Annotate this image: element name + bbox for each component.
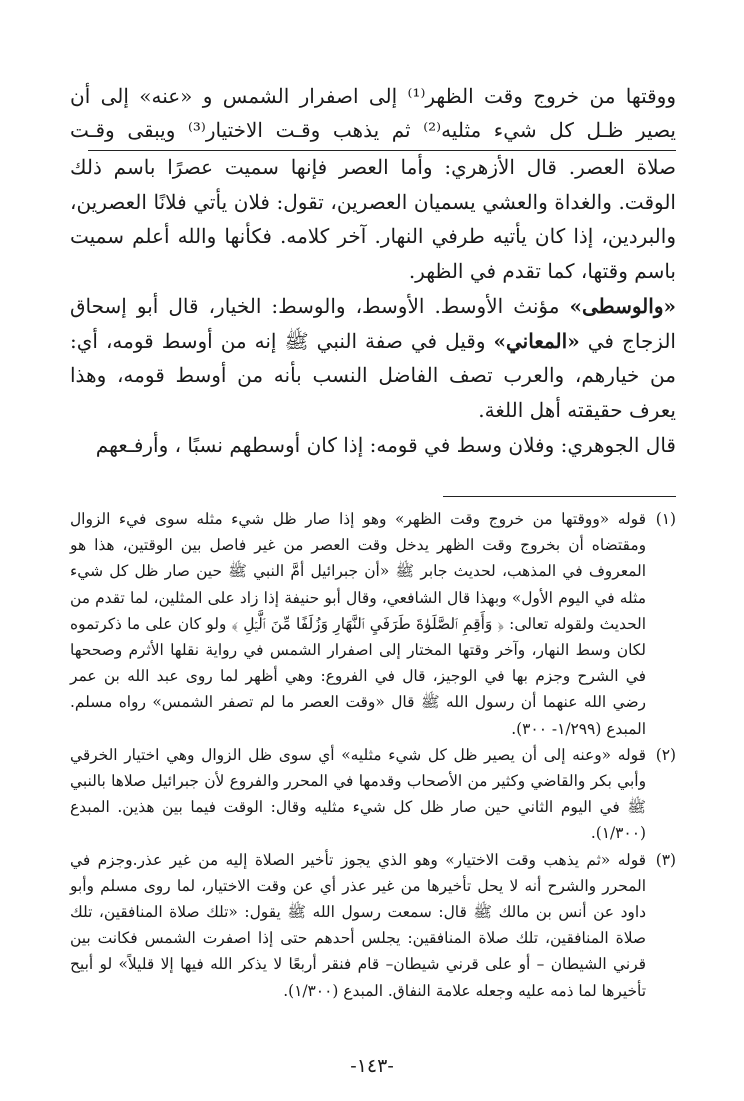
footnote-1 [70,506,676,742]
footnote-number: (٣) [655,850,676,869]
footnote-3 [70,847,676,1004]
commentary-text [70,150,676,462]
main-text-line-2: يصير ظـل كل شيء مثليه⁽²⁾ ثم يذهب وقـت الاختيار⁽³⁾ ويبقى وقـت [70,118,676,142]
commentary-paragraph-3: قال الجوهري: وفلان وسط في قومه: إذا كان أوسطهم نسبًا ، وأرفـعهم [95,432,676,457]
footnote-number: (٢) [655,745,676,764]
footnote-text: قوله «ووقتها من خروج وقت الظهر» وهو إذا صار ظل شيء مثله سوى فيء الزوال ومقتضاه أن بخروج وقت الظهر يدخل وقت العصر من غير فاصل بين الوقتين، هذا هو المعروف في المذهب، لحديث جابر ﷺ «أن جبرائيل أمَّ النبي ﷺ حين صار ظل كل شيء مثله في اليوم الأول» وبهذا قال الشافعي، وقال أبو حنيفة إذا زاد على المثلين، لما تقدم من الحديث ولقوله تعالى: ﴿ وَأَقِمِ ٱلصَّلَوٰةَ طَرَفَيِ ٱلنَّهَارِ وَزُلَفًا مِّنَ ٱلَّيۡلِ ﴾ ولو كان على ما ذكرتموه لكان وسط النهار، وآخر وقتها المختار إلى اصفرار الشمس في رواية نقلها الأثرم وصححها في الشرح وجزم بها في الوجيز، قال في الفروع: وهي أظهر لما روى عبد الله بن عمر رضي الله عنهما أن رسول الله ﷺ قال «وقت العصر ما لم تصفر الشمس» رواه مسلم. المبدع (١/٢٩٩- ٣٠٠). [70,510,646,738]
main-text-line-1: ووقتها من خروج وقت الظهر⁽¹⁾ إلى اصفرار الشمس و «عنه» إلى أن [70,84,676,108]
footnote-divider [443,496,676,497]
footnote-number: (١) [655,510,676,528]
footnote-2 [70,742,676,847]
book-title: «المعاني» [493,328,580,353]
commentary-paragraph-2-text: مؤنث الأوسط. الأوسط، والوسط: الخيار، قال أبو إسحاق الزجاج في [70,293,676,353]
footnote-text: قوله «وعنه إلى أن يصير ظل كل شيء مثليه» أي سوى ظل الزوال وهي اختيار الخرقي وأبي بكر والقاضي وكثير من الأصحاب وقدمها في المحرر والفروع لأن جبرائيل صلاها بالنبي ﷺ في اليوم الثاني حين صار ظل كل شيء مثليه وقال: الوقت فيما بين هذين. المبدع (١/٣٠٠). [70,745,646,843]
commentary-paragraph-1: صلاة العصر. قال الأزهري: وأما العصر فإنها سميت عصرًا باسم ذلك الوقت. والغداة والعشي يسميان العصرين، تقول: فلان يأتي فلانًا العصرين، والبردين، إذا كان يأتيه طرفي النهار. آخر كلامه. فكأنها والله أعلم سميت باسم وقتها، كما تقدم في الظهر. [70,155,676,284]
page-number: -١٤٣- [350,1055,394,1077]
commentary-paragraph-2-end: وقيل في صفة النبي ﷺ إنه من أوسط قومه، أي: من خيارهم، والعرب تصف الفاضل النسب بأنه من أوسط قومه، وهذا يعرف حقيقته أهل اللغة. [70,328,676,422]
term-heading: «والوسطى» [569,293,676,318]
footnotes [70,506,676,1004]
footnote-text: قوله «ثم يذهب وقت الاختيار» وهو الذي يجوز تأخير الصلاة إليه من غير عذر.وجزم في المحرر والشرح أنه لا يحل تأخيرها من غير عذر أي عن وقت الاختيار، لما روى مسلم وأبو داود عن أنس بن مالك ﷺ قال: سمعت رسول الله ﷺ يقول: «تلك صلاة المنافقين، تلك صلاة المنافقين، تلك صلاة المنافقين: يجلس أحدهم حتى إذا اصفرت الشمس فكانت بين قرني الشيطان – أو على قرني شيطان– قام فنقر أربعًا لا يذكر الله فيها إلا قليلاً» لو أبيح تأخيرها لما ذمه عليه وجعله علامة النفاق. المبدع (١/٣٠٠). [70,850,646,1000]
commentary-paragraph-2 [70,289,676,428]
